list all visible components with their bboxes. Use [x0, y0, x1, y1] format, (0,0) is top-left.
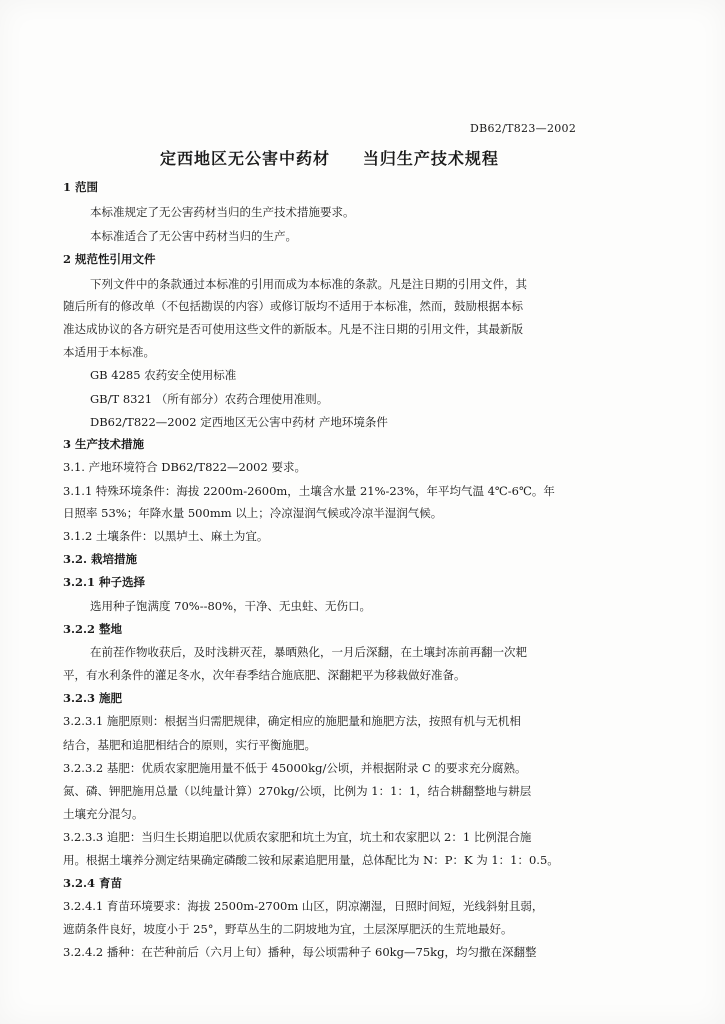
section-1-heading: 1 范围 [63, 180, 99, 194]
paragraph-line: 日照率 53%；年降水量 500mm 以上；冷凉湿润气候或冷凉半湿润气候。 [63, 506, 443, 520]
clause-line: 3.1. 产地环境符合 DB62/T822—2002 要求。 [63, 460, 306, 474]
clause-line: 3.2.3.2 基肥：优质农家肥施用量不低于 45000kg/公顷，并根据附录 C 的要求充分腐熟。 [63, 761, 527, 775]
clause-line: 3.2.3.1 施肥原则：根据当归需肥规律，确定相应的施肥量和施肥方法，按照有机与无机相 [63, 714, 521, 728]
paragraph-line: 土壤充分混匀。 [63, 807, 144, 821]
reference-item: GB/T 8321 （所有部分）农药合理使用准则。 [90, 392, 329, 406]
clause-heading: 3.2.2 整地 [63, 622, 123, 636]
clause-line: 3.2.4.2 播种：在芒种前后（六月上旬）播种，每公顷需种子 60kg—75kg，均匀撒在深翻整 [63, 945, 537, 959]
paragraph-line: 下列文件中的条款通过本标准的引用而成为本标准的条款。凡是注日期的引用文件，其 [90, 277, 527, 291]
paragraph-line: 在前茬作物收获后，及时浅耕灭茬，暴晒熟化，一月后深翻，在土壤封冻前再翻一次耙 [90, 645, 527, 659]
clause-line: 3.2.3.3 追肥：当归生长期追肥以优质农家肥和坑土为宜，坑土和农家肥以 2：1 比例混合施 [63, 830, 532, 844]
section-3-heading: 3 生产技术措施 [63, 437, 145, 451]
clause-heading: 3.2.4 育苗 [63, 876, 123, 890]
paragraph-line: 氮、磷、钾肥施用总量（以纯量计算）270kg/公顷，比例为 1：1：1，结合耕翻整地与耕层 [63, 784, 532, 798]
clause-line: 3.1.1 特殊环境条件：海拔 2200m-2600m，土壤含水量 21%-23%，年平均气温 4℃-6℃。年 [63, 484, 555, 498]
paragraph-line: 选用种子饱满度 70%--80%，干净、无虫蛀、无伤口。 [90, 599, 372, 613]
paragraph-line: 用。根据土壤养分测定结果确定磷酸二铵和尿素追肥用量，总体配比为 N：P：K 为 1：1：0.5。 [63, 853, 559, 867]
paragraph-line: 本标准规定了无公害药材当归的生产技术措施要求。 [90, 205, 355, 219]
standard-code: DB62/T823—2002 [470, 122, 577, 135]
paragraph-line: 准达成协议的各方研究是否可使用这些文件的新版本。凡是不注日期的引用文件，其最新版 [63, 322, 523, 336]
clause-line: 3.1.2 土壤条件：以黑垆土、麻土为宜。 [63, 529, 269, 543]
clause-heading: 3.2.3 施肥 [63, 691, 123, 705]
paragraph-line: 本标准适合了无公害中药材当归的生产。 [90, 229, 297, 243]
clause-heading: 3.2. 栽培措施 [63, 552, 138, 566]
reference-item: GB 4285 农药安全使用标准 [90, 368, 237, 382]
clause-heading: 3.2.1 种子选择 [63, 575, 146, 589]
paragraph-line: 平，有水利条件的灌足冬水，次年春季结合施底肥、深翻耙平为移栽做好准备。 [63, 668, 466, 682]
document-title: 定西地区无公害中药材 当归生产技术规程 [160, 149, 499, 168]
section-2-heading: 2 规范性引用文件 [63, 252, 156, 266]
paragraph-line: 本适用于本标准。 [63, 345, 155, 359]
clause-line: 3.2.4.1 育苗环境要求：海拔 2500m-2700m 山区，阴凉潮湿，日照时间短，光线斜射且弱， [63, 899, 544, 913]
reference-item: DB62/T822—2002 定西地区无公害中药材 产地环境条件 [90, 415, 388, 429]
paragraph-line: 随后所有的修改单（不包括勘误的内容）或修订版均不适用于本标准，然而，鼓励根据本标 [63, 299, 523, 313]
paragraph-line: 结合，基肥和追肥相结合的原则，实行平衡施肥。 [63, 738, 316, 752]
paragraph-line: 遮荫条件良好，坡度小于 25°，野草丛生的二阴坡地为宜，土层深厚肥沃的生荒地最好。 [63, 922, 513, 936]
